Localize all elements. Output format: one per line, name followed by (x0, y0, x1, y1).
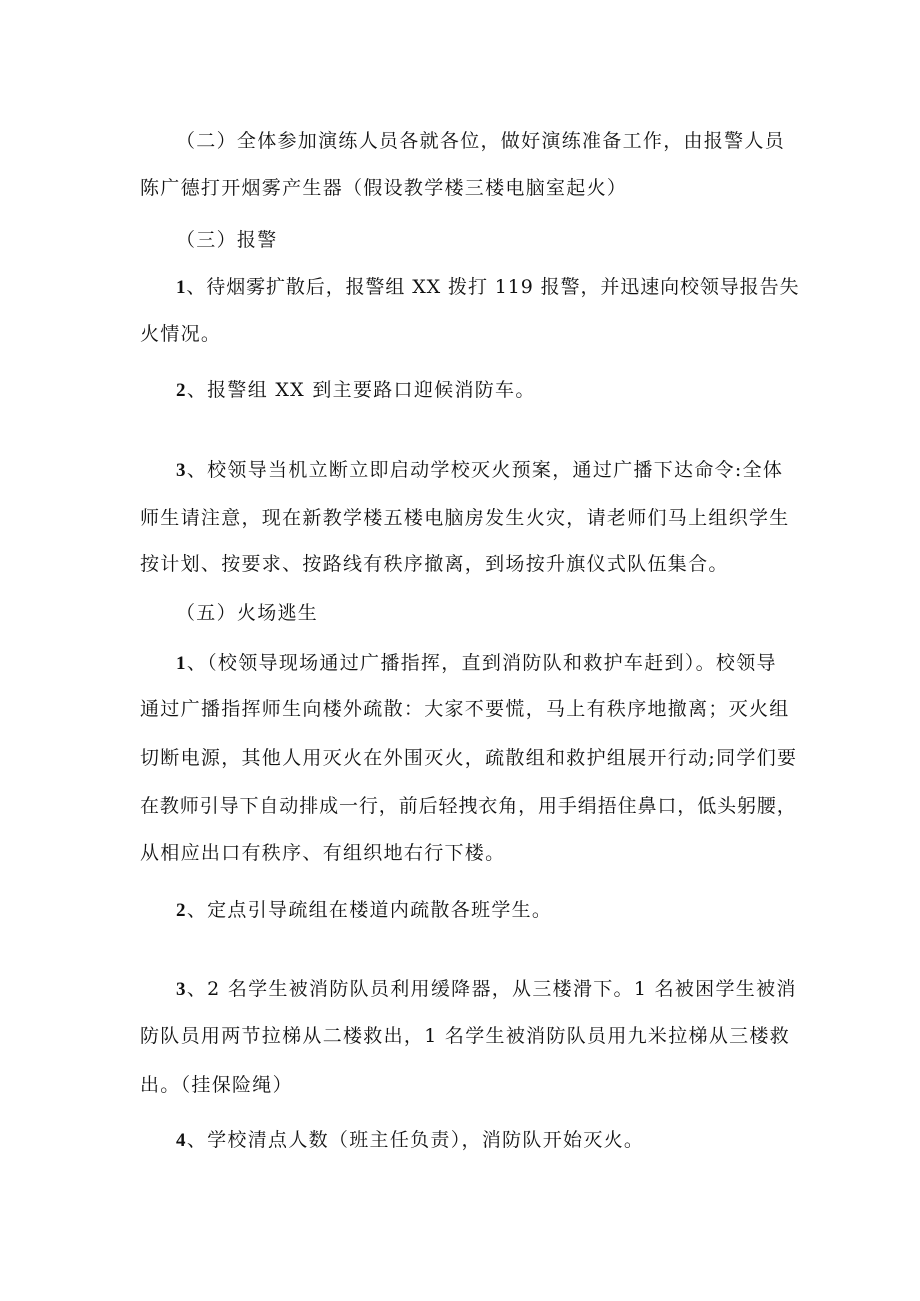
paragraph-line: 陈广德打开烟雾产生器（假设教学楼三楼电脑室起火） (140, 177, 628, 199)
paragraph-line: 从相应出口有秩序、有组织地右行下楼。 (140, 842, 506, 864)
paragraph-line: 出。（挂保险绳） (140, 1074, 293, 1096)
section-heading: （三）报警 (176, 229, 278, 251)
paragraph-line: 4、学校清点人数（班主任负责），消防队开始灭火。 (176, 1129, 645, 1151)
section-heading: （五）火场逃生 (176, 602, 319, 624)
paragraph-line: 2、定点引导疏组在楼道内疏散各班学生。 (176, 899, 553, 921)
paragraph-line: （二）全体参加演练人员各就各位，做好演练准备工作，由报警人员 (176, 130, 786, 152)
paragraph-line: 2、报警组 XX 到主要路口迎候消防车。 (176, 379, 536, 401)
paragraph-line: 在教师引导下自动排成一行，前后轻拽衣角，用手绢捂住鼻口，低头躬腰， (140, 795, 797, 817)
paragraph-line: 3、2 名学生被消防队员利用缓降器，从三楼滑下。1 名被困学生被消 (176, 978, 797, 1000)
paragraph-line: 师生请注意，现在新教学楼五楼电脑房发生火灾，请老师们马上组织学生 (140, 507, 790, 529)
paragraph-line: 切断电源，其他人用灭火在外围灭火，疏散组和救护组展开行动;同学们要 (140, 747, 798, 769)
paragraph-line: 3、校领导当机立断立即启动学校灭火预案，通过广播下达命令:全体 (176, 459, 784, 481)
paragraph-line: 按计划、按要求、按路线有秩序撤离，到场按升旗仪式队伍集合。 (140, 553, 729, 575)
paragraph-line: 火情况。 (140, 323, 222, 345)
paragraph-line: 通过广播指挥师生向楼外疏散：大家不要慌，马上有秩序地撤离；灭火组 (140, 698, 790, 720)
paragraph-line: 防队员用两节拉梯从二楼救出，1 名学生被消防队员用九米拉梯从三楼救 (140, 1025, 791, 1047)
paragraph-line: 1、待烟雾扩散后，报警组 XX 拨打 119 报警，并迅速向校领导报告失 (176, 276, 800, 298)
paragraph-line: 1、（校领导现场通过广播指挥，直到消防队和救护车赶到）。校领导 (176, 652, 777, 674)
